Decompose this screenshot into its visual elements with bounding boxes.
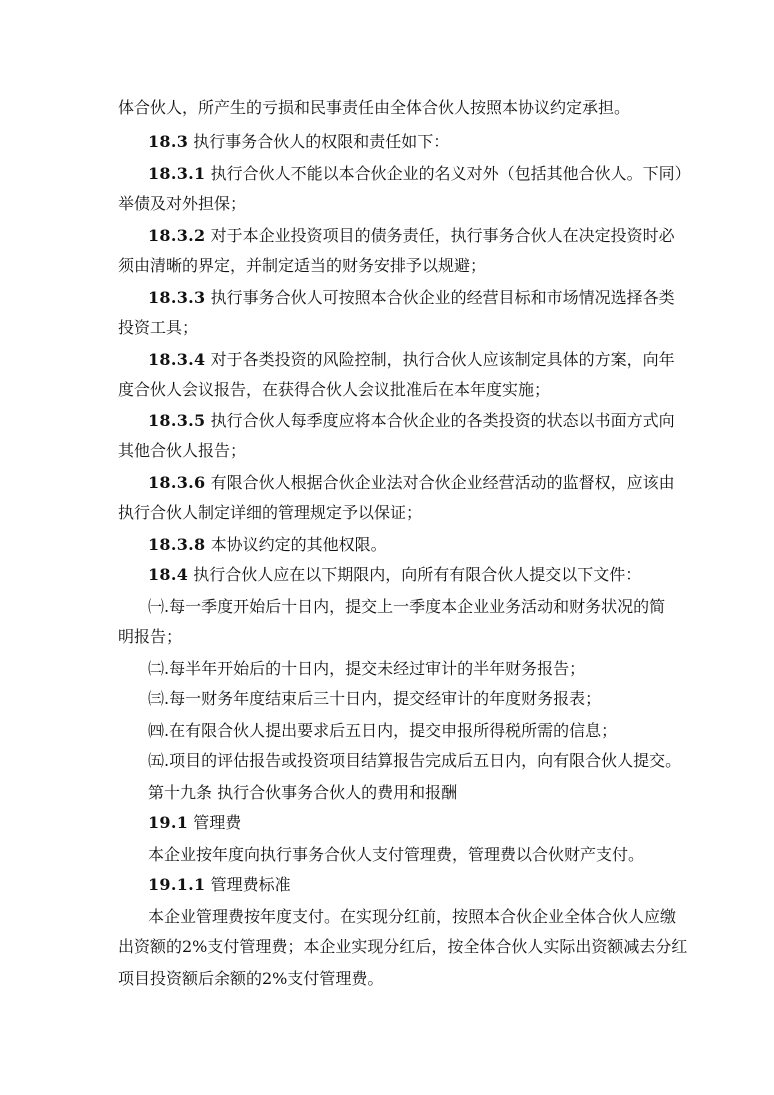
section-heading: 第十九条 执行合伙事务合伙人的费用和报酬 (148, 783, 458, 802)
text-line-25: 本企业按年度向执行事务合伙人支付管理费，管理费以合伙财产支付。 (148, 845, 645, 864)
clause-number: 18.3.8 (148, 535, 206, 554)
text-line-11: 18.3.5 执行合伙人每季度应将本合伙企业的各类投资的状态以书面方式向 (148, 411, 675, 430)
text-line-17: ㈠.每一季度开始后十日内，提交上一季度本企业业务活动和财务状况的简 (148, 597, 666, 616)
text-line-28: 出资额的2%支付管理费；本企业实现分红后，按全体合伙人实际出资额减去分红 (118, 937, 688, 956)
text-line-21: ㈣.在有限合伙人提出要求后五日内，提交申报所得税所需的信息； (148, 721, 618, 740)
clause-number: 18.3.3 (148, 288, 206, 307)
text-line-19: ㈡.每半年开始后的十日内，提交未经过审计的半年财务报告； (148, 659, 586, 678)
text-line-26: 19.1.1 管理费标准 (148, 875, 291, 894)
text-line-10: 度合伙人会议报告，在获得合伙人会议批准后在本年度实施； (118, 380, 551, 399)
text-line-5: 18.3.2 对于本企业投资项目的债务责任，执行事务合伙人在决定投资时必 (148, 226, 675, 245)
text-line-3: 18.3.1 执行合伙人不能以本合伙企业的名义对外（包括其他合伙人。下同） (148, 164, 691, 183)
clause-number: 18.3 (148, 132, 189, 151)
text-line-6: 须由清晰的界定，并制定适当的财务安排予以规避； (118, 256, 487, 275)
text-line-18: 明报告； (118, 627, 183, 646)
text-line-13: 18.3.6 有限合伙人根据合伙企业法对合伙企业经营活动的监督权，应该由 (148, 473, 675, 492)
clause-number: 19.1 (148, 813, 189, 832)
text-line-22: ㈤.项目的评估报告或投资项目结算报告完成后五日内，向有限合伙人提交。 (148, 751, 682, 770)
clause-number: 18.3.1 (148, 164, 206, 183)
text-line-15: 18.3.8 本协议约定的其他权限。 (148, 535, 387, 554)
text-line-24: 19.1 管理费 (148, 813, 242, 832)
clause-number: 18.3.4 (148, 350, 206, 369)
text-line-27: 本企业管理费按年度支付。在实现分红前，按照本合伙企业全体合伙人应缴 (148, 907, 677, 926)
text-line-12: 其他合伙人报告； (118, 441, 247, 460)
text-line-29: 项目投资额后余额的2%支付管理费。 (118, 969, 384, 988)
clause-number: 18.3.6 (148, 473, 206, 492)
clause-number: 18.3.2 (148, 226, 206, 245)
clause-number: 18.3.5 (148, 411, 206, 430)
text-line-20: ㈢.每一财务年度结束后三十日内，提交经审计的年度财务报表； (148, 689, 602, 708)
clause-number: 18.4 (148, 565, 189, 584)
text-line-4: 举债及对外担保； (118, 194, 247, 213)
clause-number: 19.1.1 (148, 875, 206, 894)
text-line-9: 18.3.4 对于各类投资的风险控制，执行合伙人应该制定具体的方案，向年 (148, 350, 675, 369)
text-line-1: 体合伙人，所产生的亏损和民事责任由全体合伙人按照本协议约定承担。 (118, 98, 631, 117)
text-line-7: 18.3.3 执行事务合伙人可按照本合伙企业的经营目标和市场情况选择各类 (148, 288, 675, 307)
text-line-14: 执行合伙人制定详细的管理规定予以保证； (118, 503, 423, 522)
text-line-8: 投资工具； (118, 318, 199, 337)
text-line-16: 18.4 执行合伙人应在以下期限内，向所有有限合伙人提交以下文件： (148, 565, 642, 584)
text-line-2: 18.3 执行事务合伙人的权限和责任如下： (148, 132, 450, 151)
